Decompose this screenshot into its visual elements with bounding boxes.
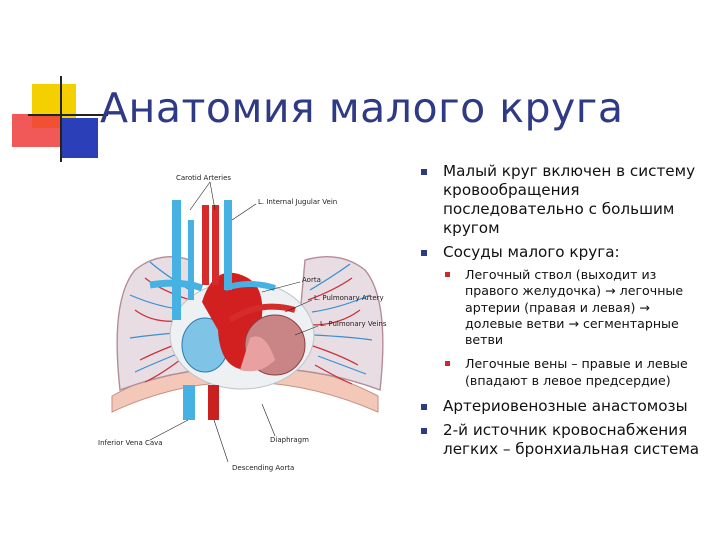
bullet-item: Артериовенозные анастомозы: [420, 397, 705, 416]
bullet-item: [420, 243, 705, 389]
bullet-text: Сосуды малого круга:: [443, 243, 620, 261]
decor-red-square: [12, 114, 60, 147]
label-inferior-vena-cava: Inferior Vena Cava: [98, 439, 163, 447]
inferior-vena-cava: [183, 385, 195, 420]
slide-title: Анатомия малого круга: [100, 84, 624, 132]
heart-lung-diagram: [90, 160, 410, 490]
label-aorta: Aorta: [302, 276, 321, 284]
decor-vertical-line: [60, 76, 62, 162]
decor-blue-square: [60, 118, 98, 158]
label-carotid-arteries: Carotid Arteries: [176, 174, 232, 182]
label-diaphragm: Diaphragm: [270, 436, 309, 444]
carotid-artery-left: [212, 205, 219, 285]
label-descending-aorta: Descending Aorta: [232, 464, 295, 472]
sub-bullet-list: [443, 267, 705, 389]
superior-vena-cava: [172, 200, 181, 320]
sub-bullet-item: Легочный ствол (выходит из правого желудочка) → легочные артерии (правая и левая) → долевые ветви → сегментарные ветви: [443, 267, 705, 348]
bullet-item: Малый круг включен в систему кровообращения последовательно с большим кругом: [420, 162, 705, 238]
descending-aorta: [208, 385, 219, 420]
bullet-list: [420, 162, 705, 464]
bullet-item: 2-й источник кровоснабжения легких – бронхиальная система: [420, 421, 705, 459]
decor-horizontal-line: [28, 114, 108, 116]
label-pulmonary-artery: L. Pulmonary Artery: [314, 294, 384, 302]
label-jugular-vein: L. Internal Jugular Vein: [258, 198, 338, 206]
sub-bullet-item: Легочные вены – правые и левые (впадают в левое предсердие): [443, 356, 705, 389]
label-pulmonary-veins: L. Pulmonary Veins: [320, 320, 387, 328]
carotid-artery-right: [202, 205, 209, 285]
